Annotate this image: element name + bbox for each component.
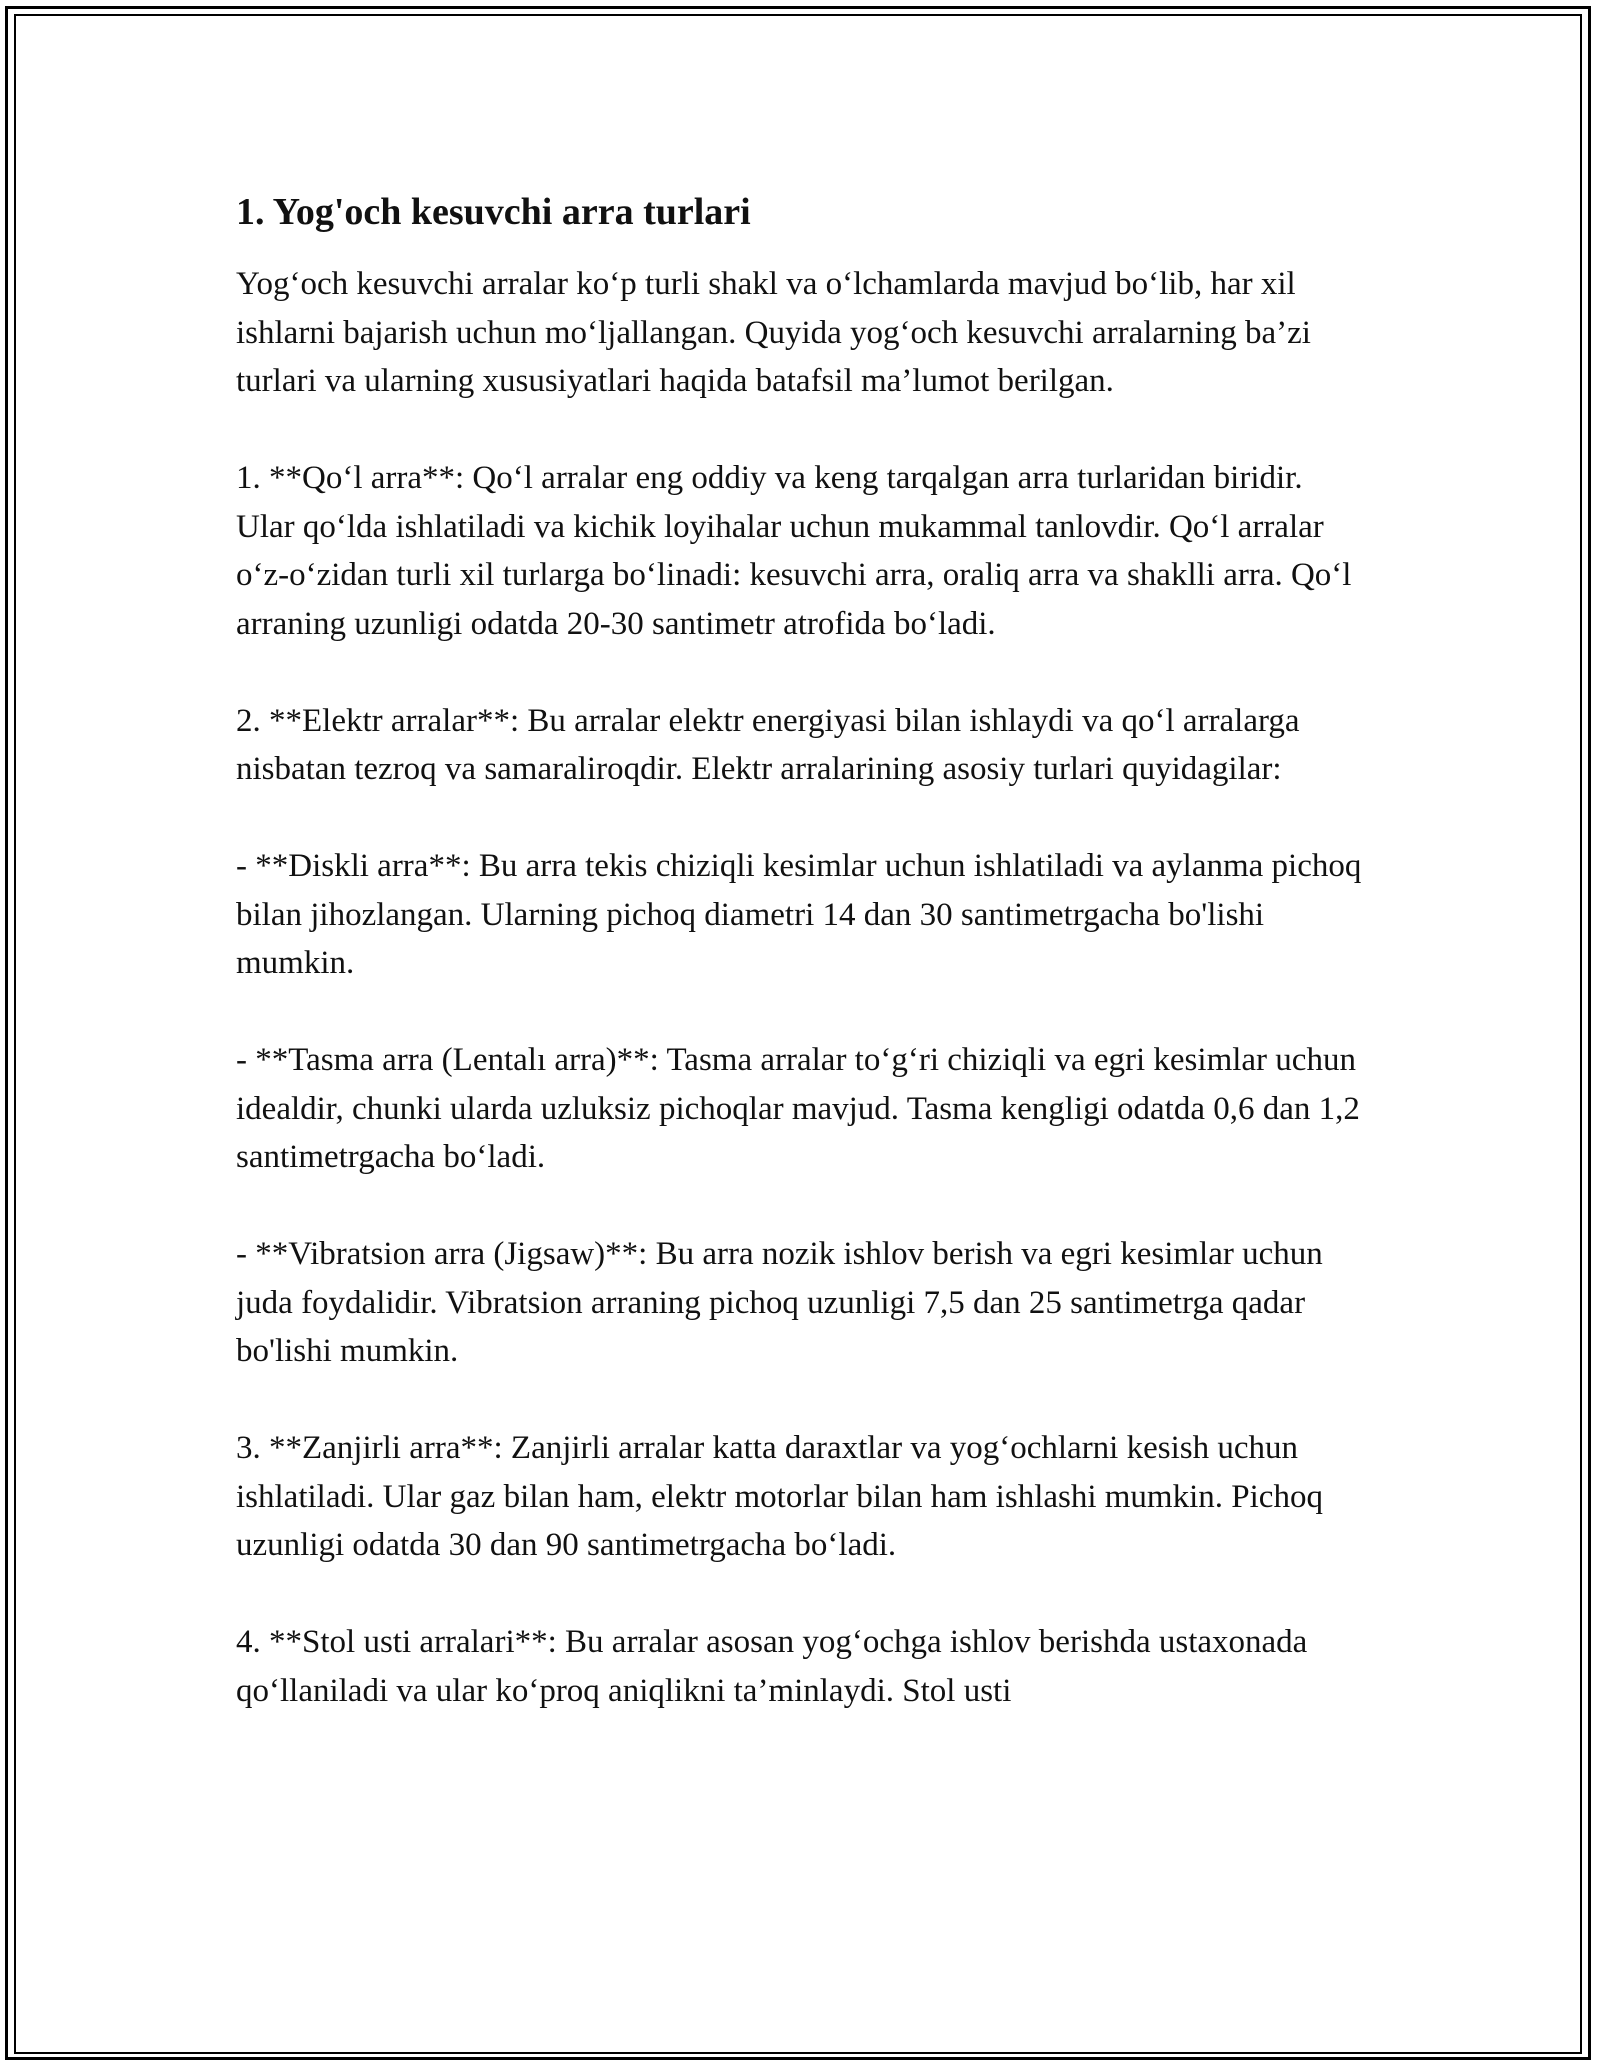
- paragraph-gap: [236, 1182, 1366, 1231]
- sub-item-diskli-arra: - **Diskli arra**: Bu arra tekis chiziqli kesimlar uchun ishlatiladi va aylanma pichoq bilan jihozlangan. Ularning pichoq diametri 14 dan 30 santimetrgacha bo'lishi mumkin.: [236, 848, 1362, 981]
- list-item-qol-arra: 1. **Qo‘l arra**: Qo‘l arralar eng oddiy va keng tarqalgan arra turlaridan biridir. Ular qo‘lda ishlatiladi va kichik loyihalar uchun mukammal tanlovdir. Qo‘l arralar o‘z-o‘zidan turli xil turlarga bo‘linadi: kesuvchi arra, oraliq arra va shaklli arra. Qo‘l arraning uzunligi odatda 20-30 santimetr atrofida bo‘ladi.: [236, 460, 1352, 642]
- list-item-zanjirli-arra: 3. **Zanjirli arra**: Zanjirli arralar katta daraxtlar va yog‘ochlarni kesish uchun ishlatiladi. Ular gaz bilan ham, elektr motorlar bilan ham ishlashi mumkin. Pichoq uzunligi odatda 30 dan 90 santimetrgacha bo‘ladi.: [236, 1430, 1323, 1563]
- document-title: 1. Yog'och kesuvchi arra turlari: [236, 191, 751, 233]
- document-body: [236, 186, 1366, 1715]
- paragraph-gap: [236, 406, 1366, 455]
- paragraph-gap: [236, 988, 1366, 1037]
- paragraph-gap: [236, 794, 1366, 843]
- sub-item-tasma-arra: - **Tasma arra (Lentalı arra)**: Tasma arralar to‘g‘ri chiziqli va egri kesimlar uchun idealdir, chunki ularda uzluksiz pichoqlar mavjud. Tasma kengligi odatda 0,6 dan 1,2 santimetrgacha bo‘ladi.: [236, 1042, 1360, 1175]
- paragraph-gap: [236, 1376, 1366, 1425]
- list-item-elektr-arralar: 2. **Elektr arralar**: Bu arralar elektr energiyasi bilan ishlaydi va qo‘l arralarga nisbatan tezroq va samaraliroqdir. Elektr arralarining asosiy turlari quyidagilar:: [236, 702, 1300, 787]
- intro-paragraph: Yog‘och kesuvchi arralar ko‘p turli shakl va o‘lchamlarda mavjud bo‘lib, har xil ishlarni bajarish uchun mo‘ljallangan. Quyida yog‘och kesuvchi arralarning ba’zi turlari va ularning xususiyatlari haqida batafsil ma’lumot berilgan.: [236, 266, 1311, 399]
- paragraph-gap: [236, 1570, 1366, 1619]
- paragraph-gap: [236, 648, 1366, 697]
- sub-item-vibratsion-arra: - **Vibratsion arra (Jigsaw)**: Bu arra nozik ishlov berish va egri kesimlar uchun juda foydalidir. Vibratsion arraning pichoq uzunligi 7,5 dan 25 santimetrga qadar bo'lishi mumkin.: [236, 1236, 1323, 1369]
- list-item-stol-usti-arralari: 4. **Stol usti arralari**: Bu arralar asosan yog‘ochga ishlov berishda ustaxonada qo‘llaniladi va ular ko‘proq aniqlikni ta’minlaydi. Stol usti: [236, 1624, 1308, 1709]
